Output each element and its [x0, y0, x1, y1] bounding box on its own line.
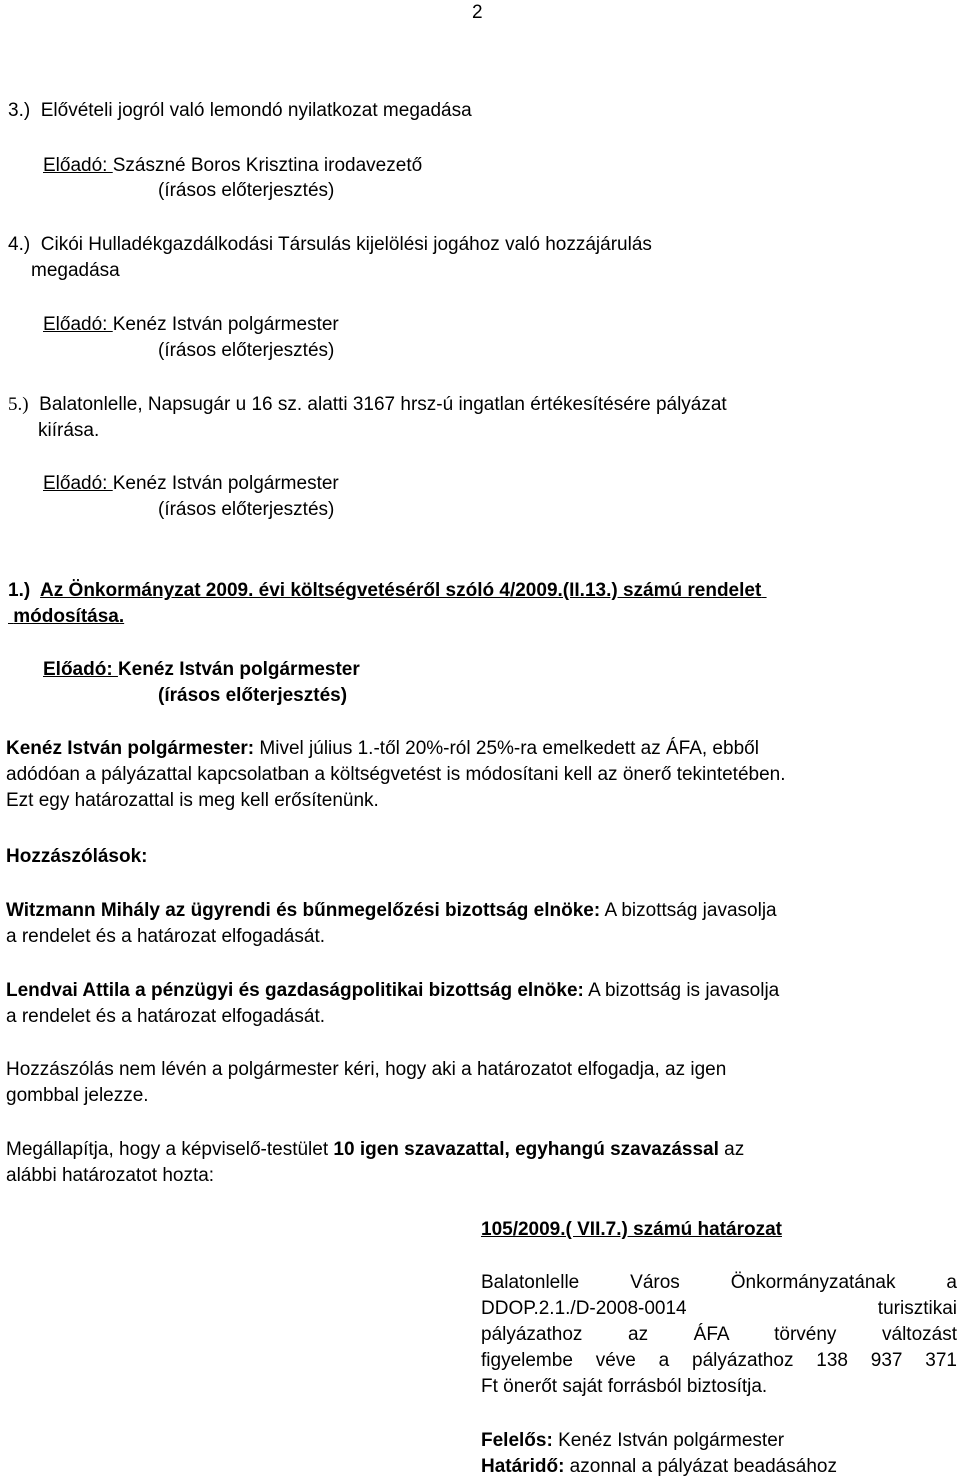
vote-call-line-1: Hozzászólás nem lévén a polgármester kéri, hogy aki a határozatot elfogadja, az igen [6, 1059, 727, 1080]
speaker-name: Kenéz István polgármester: [6, 738, 255, 759]
item-1-note: (írásos előterjesztés) [158, 685, 348, 706]
presenter-label: Előadó: [43, 473, 113, 494]
resolution-line-3: pályázathoz az ÁFA törvény változást [481, 1324, 957, 1345]
item-1-number: 1.) [8, 580, 31, 601]
agenda-item-4-title: Cikói Hulladékgazdálkodási Társulás kijelölési jogához való hozzájárulás [40, 234, 652, 255]
lendvai-comment-line-2: a rendelet és a határozat elfogadását. [6, 1006, 326, 1027]
agenda-item-3-title: Elővételi jogról való lemondó nyilatkozat megadása [40, 100, 472, 121]
presenter-name: Kenéz István polgármester [112, 314, 339, 335]
presenter-label: Előadó: [43, 155, 113, 176]
agenda-item-5 [8, 392, 727, 418]
presenter-name: Kenéz István polgármester [117, 659, 360, 680]
mayor-statement-line-2: adódóan a pályázattal kapcsolatban a költségvetést is módosítani kell az önerő tekintetében. [6, 764, 786, 785]
agenda-item-5-number: 5.) [8, 394, 29, 415]
mayor-statement-line-3: Ezt egy határozattal is meg kell erősítenünk. [6, 790, 379, 811]
presenter-label: Előadó: [43, 314, 113, 335]
resolution-line-1: Balatonlelle Város Önkormányzatának a [481, 1272, 957, 1293]
agenda-item-4-title-cont: megadása [31, 260, 120, 281]
agenda-item-5-presenter [43, 471, 339, 497]
agenda-item-5-note: (írásos előterjesztés) [158, 499, 335, 520]
agenda-item-3-note: (írásos előterjesztés) [158, 180, 335, 201]
presenter-label: Előadó: [43, 659, 118, 680]
agenda-item-4-number: 4.) [8, 234, 31, 255]
finding-text: Megállapítja, hogy a képviselő-testület [6, 1139, 334, 1160]
comment-text: A bizottság javasolja [600, 900, 777, 921]
deadline-text: azonnal a pályázat beadásához [564, 1456, 837, 1477]
agenda-item-4-presenter [43, 312, 339, 338]
speaker-name: Witzmann Mihály az ügyrendi és bűnmegelőzési bizottság elnöke: [6, 900, 601, 921]
page-number: 2 [472, 2, 483, 23]
comments-heading: Hozzászólások: [6, 846, 148, 867]
vote-result: 10 igen szavazattal, egyhangú szavazással [333, 1139, 719, 1160]
agenda-item-3-presenter [43, 153, 422, 179]
responsible-label: Felelős: [481, 1430, 553, 1451]
agenda-item-3-number: 3.) [8, 100, 31, 121]
mayor-statement [6, 736, 759, 762]
vote-call-line-2: gombbal jelezze. [6, 1085, 149, 1106]
vote-finding-line-2: alábbi határozatot hozta: [6, 1165, 215, 1186]
agenda-item-5-title-cont: kiírása. [38, 420, 100, 441]
resolution-line-2: DDOP.2.1./D-2008-0014 turisztikai [481, 1298, 957, 1319]
resolution-deadline [481, 1454, 837, 1480]
item-1-presenter [43, 657, 360, 683]
item-1-title-line-2: módosítása. [13, 606, 125, 627]
resolution-line-4: figyelembe véve a pályázathoz 138 937 371 [481, 1350, 957, 1371]
resolution-title: 105/2009.( VII.7.) számú határozat [481, 1219, 782, 1240]
item-1-title: Az Önkormányzat 2009. évi költségvetéséről szóló 4/2009.(II.13.) számú rendelet [40, 580, 762, 601]
responsible-name: Kenéz István polgármester [552, 1430, 785, 1451]
presenter-name: Szászné Boros Krisztina irodavezető [112, 155, 423, 176]
item-1-heading [8, 578, 767, 604]
agenda-item-5-title: Balatonlelle, Napsugár u 16 sz. alatti 3167 hrsz-ú ingatlan értékesítésére pályázat [39, 394, 727, 415]
agenda-item-4 [8, 232, 652, 258]
lendvai-comment [6, 978, 779, 1004]
deadline-label: Határidő: [481, 1456, 565, 1477]
statement-text: Mivel július 1.-től 20%-ról 25%-ra emelkedett az ÁFA, ebből [254, 738, 759, 759]
vote-finding [6, 1137, 744, 1163]
resolution-line-5: Ft önerőt saját forrásból biztosítja. [481, 1376, 768, 1397]
item-1-title-cont [8, 604, 124, 630]
finding-text-end: az [718, 1139, 745, 1160]
agenda-item-4-note: (írásos előterjesztés) [158, 340, 335, 361]
witzmann-comment [6, 898, 777, 924]
presenter-name: Kenéz István polgármester [112, 473, 339, 494]
resolution-responsible [481, 1428, 784, 1454]
comment-text: A bizottság is javasolja [583, 980, 780, 1001]
agenda-item-3 [8, 98, 472, 124]
speaker-name: Lendvai Attila a pénzügyi és gazdaságpolitikai bizottság elnöke: [6, 980, 584, 1001]
witzmann-comment-line-2: a rendelet és a határozat elfogadását. [6, 926, 326, 947]
